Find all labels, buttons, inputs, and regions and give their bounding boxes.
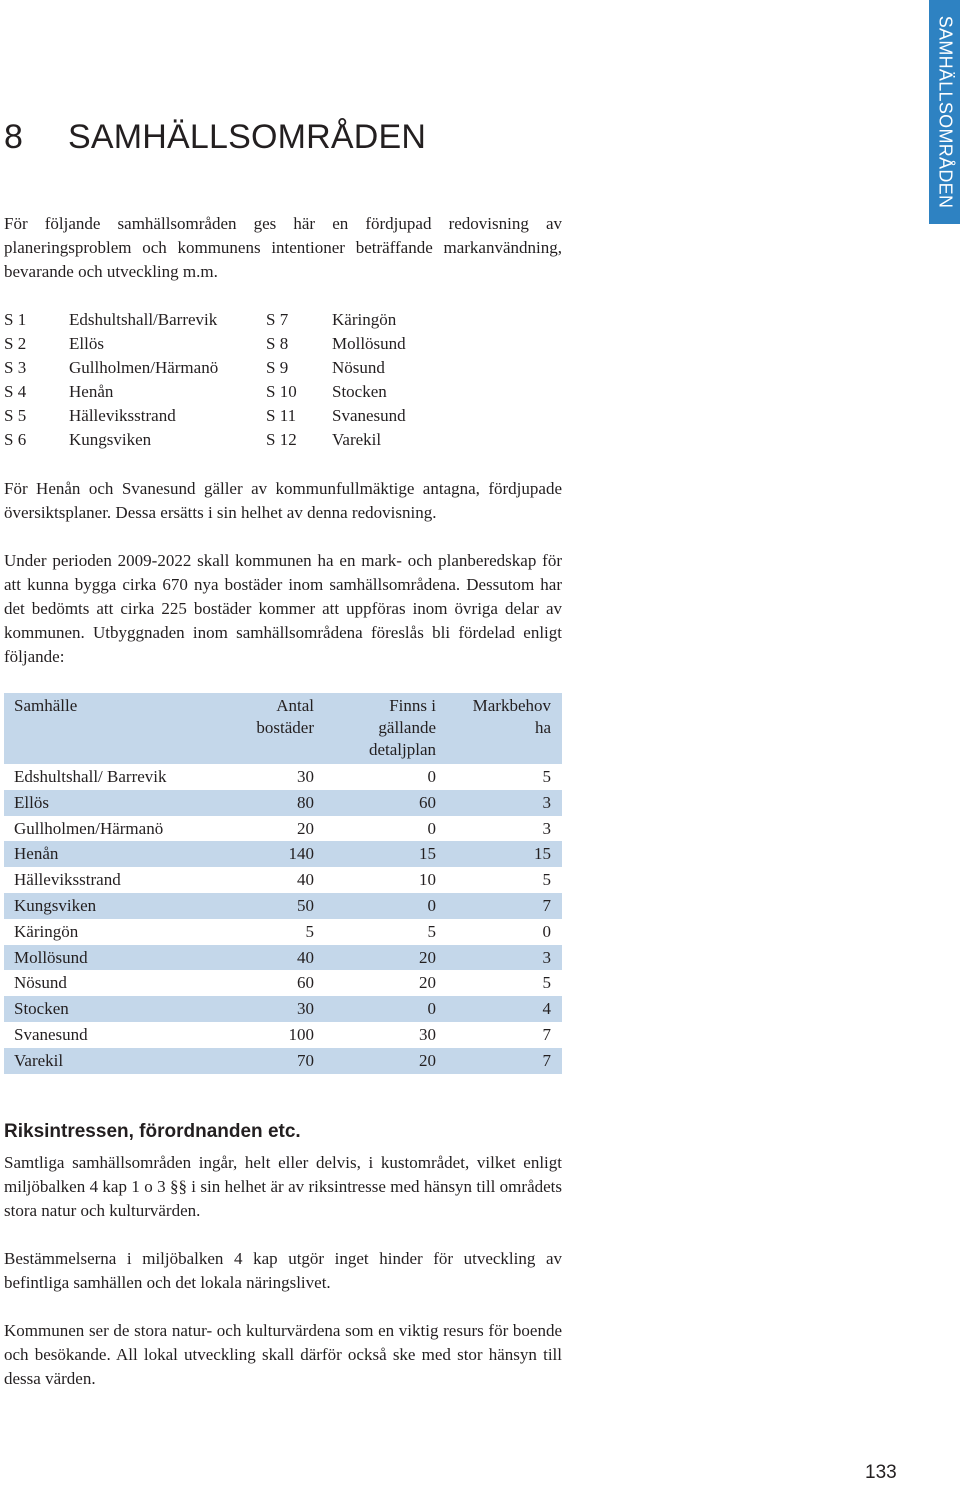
table-row xyxy=(4,996,562,1022)
cell-antal: 100 xyxy=(288,1024,314,1044)
area-name: Mollösund xyxy=(332,334,406,353)
area-name: Varekil xyxy=(332,430,382,449)
cell-samhalle: Mollösund xyxy=(14,947,88,967)
table-row xyxy=(4,816,562,842)
area-name: Svanesund xyxy=(332,406,406,425)
area-code-row xyxy=(4,404,564,428)
cell-samhalle: Stocken xyxy=(14,999,69,1019)
header-markbehov-line2: ha xyxy=(534,718,551,737)
table-body xyxy=(4,764,562,1074)
cell-samhalle: Nösund xyxy=(14,973,67,993)
cell-samhalle: Svanesund xyxy=(14,1024,88,1044)
header-detaljplan-line3: detaljplan xyxy=(368,740,436,759)
cell-detaljplan: 0 xyxy=(427,895,436,915)
cell-markbehov: 15 xyxy=(534,844,551,864)
paragraph-riksintresse: Samtliga samhällsområden ingår, helt eller delvis, i kustområdet, vilket enligt miljöbalken 4 kap 1 o 3 §§ i sin helhet är av riksintresse med hänsyn till områdets stora natur och kulturvärden. xyxy=(4,1153,562,1220)
area-code: S 6 xyxy=(4,430,27,449)
cell-samhalle: Edshultshall/ Barrevik xyxy=(14,767,167,786)
cell-antal: 30 xyxy=(297,999,314,1019)
table-row xyxy=(4,893,562,919)
paragraph-kulturvarden: Kommunen ser de stora natur- och kulturvärdena som en viktig resurs för boende och besökande. All lokal utveckling skall därför också ske med stor hänsyn till dessa värden. xyxy=(4,1321,562,1388)
intro-paragraph: För följande samhällsområden ges här en fördjupad redovisning av planeringsproblem och kommunens intentioner beträffande markanvändning, bevarande och utveckling m.m. xyxy=(4,214,562,281)
area-code: S 12 xyxy=(266,430,297,449)
table-row xyxy=(4,764,562,790)
area-name: Gullholmen/Härmanö xyxy=(69,358,219,377)
chapter-side-tab xyxy=(929,0,960,224)
cell-antal: 20 xyxy=(297,818,314,838)
cell-samhalle: Käringön xyxy=(14,921,79,941)
table-row xyxy=(4,790,562,816)
header-antal-line1: Antal xyxy=(276,696,314,715)
table-row xyxy=(4,867,562,893)
cell-antal: 50 xyxy=(297,895,314,915)
area-name: Edshultshall/Barrevik xyxy=(69,310,218,329)
cell-detaljplan: 20 xyxy=(419,973,436,993)
header-markbehov xyxy=(473,695,551,739)
chapter-title xyxy=(4,118,426,157)
area-code: S 10 xyxy=(266,382,297,401)
cell-samhalle: Henån xyxy=(14,844,59,864)
paragraph-bestammelser: Bestämmelserna i miljöbalken 4 kap utgör inget hinder för utveckling av befintliga samhällen och det lokala näringslivet. xyxy=(4,1249,562,1292)
header-detaljplan-line1: Finns i xyxy=(389,696,436,715)
header-detaljplan xyxy=(326,695,436,761)
area-name: Kungsviken xyxy=(69,430,152,449)
area-code: S 1 xyxy=(4,310,27,329)
cell-detaljplan: 10 xyxy=(419,870,436,890)
cell-detaljplan: 0 xyxy=(427,767,436,786)
cell-markbehov: 7 xyxy=(542,1050,551,1070)
cell-markbehov: 5 xyxy=(542,870,551,890)
cell-antal: 40 xyxy=(297,870,314,890)
area-code: S 5 xyxy=(4,406,27,425)
cell-antal: 30 xyxy=(297,767,314,786)
table-row xyxy=(4,841,562,867)
cell-antal: 140 xyxy=(288,844,314,864)
area-code-list xyxy=(4,308,564,452)
cell-markbehov: 5 xyxy=(542,767,551,786)
cell-markbehov: 3 xyxy=(542,947,551,967)
paragraph-planning-period: Under perioden 2009-2022 skall kommunen ha en mark- och planberedskap för att kunna bygga cirka 670 nya bostäder inom samhällsområdena. Dessutom har det bedömts att cirka 225 bostäder kommer att uppföras inom övriga delar av kommunen. Utbyggnaden inom samhällsområdena föreslås bli fördelad enligt följande: xyxy=(4,551,562,666)
area-name: Henån xyxy=(69,382,114,401)
cell-antal: 60 xyxy=(297,973,314,993)
chapter-title-text: SAMHÄLLSOMRÅDEN xyxy=(68,118,427,156)
table-row xyxy=(4,945,562,971)
area-code-row xyxy=(4,428,564,452)
table-row xyxy=(4,970,562,996)
cell-detaljplan: 15 xyxy=(419,844,436,864)
housing-distribution-table xyxy=(4,693,562,1074)
table-row xyxy=(4,1048,562,1074)
cell-samhalle: Varekil xyxy=(14,1050,64,1070)
cell-detaljplan: 30 xyxy=(419,1024,436,1044)
cell-samhalle: Gullholmen/Härmanö xyxy=(14,818,164,838)
area-name: Hälleviksstrand xyxy=(69,406,176,425)
cell-antal: 80 xyxy=(297,792,314,812)
cell-samhalle: Ellös xyxy=(14,792,49,812)
header-antal-line2: bostäder xyxy=(256,718,314,737)
header-antal-bostader xyxy=(256,695,314,739)
area-code-row xyxy=(4,380,564,404)
header-detaljplan-line2: gällande xyxy=(378,718,436,737)
area-code: S 3 xyxy=(4,358,27,377)
cell-markbehov: 0 xyxy=(542,921,551,941)
paragraph-fop: För Henån och Svanesund gäller av kommunfullmäktige antagna, fördjupade översiktsplaner. Dessa ersätts i sin helhet av denna redovisning. xyxy=(4,479,562,522)
cell-samhalle: Kungsviken xyxy=(14,895,97,915)
area-code: S 7 xyxy=(266,310,289,329)
area-code: S 2 xyxy=(4,334,27,353)
area-name: Stocken xyxy=(332,382,387,401)
cell-markbehov: 3 xyxy=(542,792,551,812)
area-code: S 11 xyxy=(266,406,297,425)
cell-markbehov: 5 xyxy=(542,973,551,993)
table-row xyxy=(4,1022,562,1048)
area-code-row xyxy=(4,356,564,380)
cell-detaljplan: 5 xyxy=(427,921,436,941)
chapter-side-tab-label: SAMHÄLLSOMRÅDEN xyxy=(935,15,955,209)
header-samhalle: Samhälle xyxy=(14,696,78,715)
cell-detaljplan: 60 xyxy=(419,792,436,812)
table-row xyxy=(4,919,562,945)
page-number: 133 xyxy=(865,1462,897,1483)
section-subheading: Riksintressen, förordnanden etc. xyxy=(4,1121,301,1142)
header-markbehov-line1: Markbehov xyxy=(472,696,551,715)
area-code: S 9 xyxy=(266,358,289,377)
cell-markbehov: 7 xyxy=(542,895,551,915)
cell-samhalle: Hälleviksstrand xyxy=(14,870,121,890)
cell-markbehov: 4 xyxy=(542,999,551,1019)
area-code: S 8 xyxy=(266,334,289,353)
area-code-row xyxy=(4,308,564,332)
area-name: Käringön xyxy=(332,310,397,329)
cell-markbehov: 7 xyxy=(542,1024,551,1044)
chapter-number: 8 xyxy=(4,118,24,156)
area-code-row xyxy=(4,332,564,356)
area-code: S 4 xyxy=(4,382,27,401)
cell-antal: 5 xyxy=(305,921,314,941)
cell-antal: 40 xyxy=(297,947,314,967)
cell-detaljplan: 0 xyxy=(427,818,436,838)
area-name: Ellös xyxy=(69,334,104,353)
table-header xyxy=(4,693,562,764)
area-name: Nösund xyxy=(332,358,385,377)
cell-detaljplan: 0 xyxy=(427,999,436,1019)
cell-detaljplan: 20 xyxy=(419,947,436,967)
cell-markbehov: 3 xyxy=(542,818,551,838)
cell-antal: 70 xyxy=(297,1050,314,1070)
cell-detaljplan: 20 xyxy=(419,1050,436,1070)
